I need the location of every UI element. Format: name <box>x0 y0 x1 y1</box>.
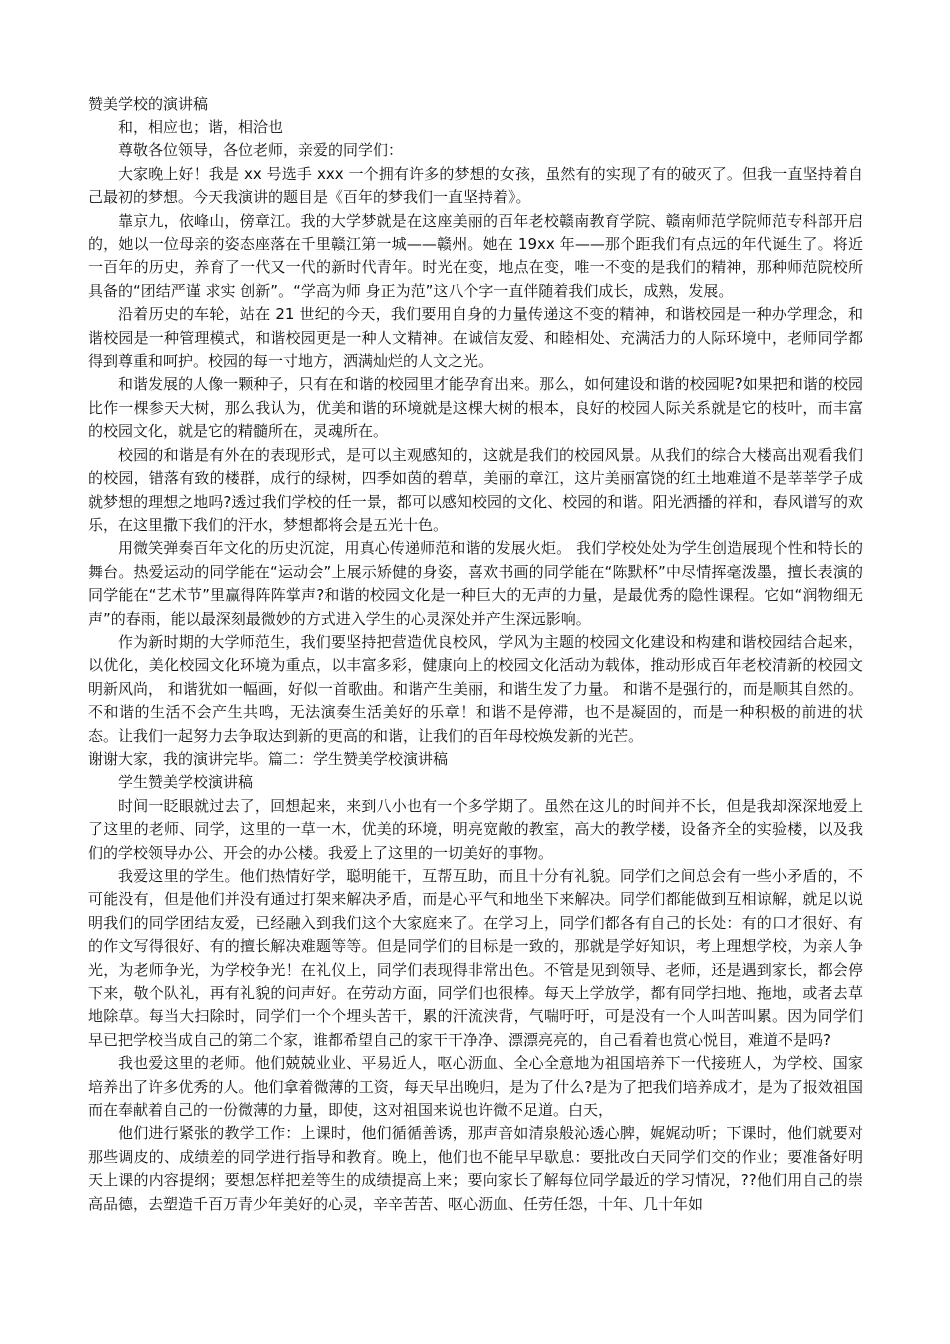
paragraph: 和，相应也；谐，相洽也 <box>118 118 284 136</box>
paragraph: 时间一眨眼就过去了，回想起来，来到八小也有一个多学期了。虽然在这儿的时间并不长，但是我却深深地爱上了这里的老师、同学，这里的一草一木，优美的环境，明亮宽敞的教室，高大的教学楼，设备齐全的实验楼，以及我们的学校领导办公、开会的办公楼。我爱上了这里的一切美好的事物。 <box>88 796 863 862</box>
document-page <box>88 93 863 1216</box>
paragraph: 大家晚上好！我是 xx 号选手 xxx 一个拥有许多的梦想的女孩，虽然有的实现了有的破灭了。但我一直坚持着自己最初的梦想。今天我演讲的题目是《百年的梦我们一直坚持着》。 <box>88 164 863 207</box>
paragraph: 我也爱这里的老师。他们兢兢业业、平易近人，呕心沥血、全心全意地为祖国培养下一代接班人，为学校、国家培养出了许多优秀的人。他们拿着微薄的工资，每天早出晚归，是为了什么?是为了把我们培养成才，是为了报效祖国而在奉献着自己的一份微薄的力量，即使，这对祖国来说也许微不足道。白天， <box>88 1054 863 1120</box>
paragraph: 用微笑弹奏百年文化的历史沉淀，用真心传递师范和谐的发展火炬。 我们学校处处为学生创造展现个性和特长的舞台。热爱运动的同学能在“运动会”上展示矫健的身姿，喜欢书画的同学能在“陈默杯”中尽情挥毫泼墨，擅长表演的同学能在“艺术节”里赢得阵阵掌声?和谐的校园文化是一种巨大的无声的力量，是最优秀的隐性课程。它如“润物细无声”的春雨，能以最深刻最微妙的方式进入学生的心灵深处并产生深远影响。 <box>88 539 863 628</box>
paragraph: 他们进行紧张的教学工作：上课时，他们循循善诱，那声音如清泉般沁透心脾，娓娓动听；下课时，他们就要对那些调皮的、成绩差的同学进行指导和教育。晚上，他们也不能早早歇息：要批改白天同学们交的作业；要准备好明天上课的内容提纲；要想怎样把差等生的成绩提高上来；要向家长了解每位同学最近的学习情况，??他们用自己的崇高品德，去塑造千百万青少年美好的心灵，辛辛苦苦、呕心沥血、任劳任怨，十年、几十年如 <box>88 1124 863 1213</box>
paragraph: 沿着历史的车轮，站在 21 世纪的今天，我们要用自身的力量传递这不变的精神，和谐校园是一种办学理念，和谐校园是一种管理模式，和谐校园更是一种人文精神。在诚信友爱、和睦相处、充满活力的人际环境中，老师同学都得到尊重和呵护。校园的每一寸地方，洒满灿烂的人文之光。 <box>88 305 863 371</box>
section-title: 学生赞美学校演讲稿 <box>118 773 254 792</box>
paragraph: 尊敬各位领导，各位老师，亲爱的同学们： <box>118 141 404 160</box>
paragraph: 校园的和谐是有外在的表现形式，是可以主观感知的，这就是我们的校园风景。从我们的综合大楼高出观看我们的校园，错落有致的楼群，成行的绿树，四季如茵的碧草，美丽的章江，这片美丽富饶的红土地难道不是莘莘学子成就梦想的理想之地吗?透过我们学校的任一景，都可以感知校园的文化、校园的和谐。阳光洒播的祥和，春风谱写的欢乐，在这里撒下我们的汗水，梦想都将会是五光十色。 <box>88 445 863 534</box>
paragraph: 作为新时期的大学师范生，我们要坚持把营造优良校风，学风为主题的校园文化建设和构建和谐校园结合起来，以优化，美化校园文化环境为重点，以丰富多彩，健康向上的校园文化活动为载体，推动形成百年老校清新的校园文明新风尚， 和谐犹如一幅画，好似一首歌曲。和谐产生美丽，和谐生发了力量。 和谐不是强行的，而是顺其自然的。不和谐的生活不会产生共鸣，无法演奏生活美好的乐章！和谐不是停滞，也不是凝固的，而是一种积极的前进的状态。让我们一起努力去争取达到新的更高的和谐，让我们的百年母校焕发新的光芒。 <box>88 632 863 745</box>
closing-line: 谢谢大家，我的演讲完毕。篇二：学生赞美学校演讲稿 <box>88 749 449 768</box>
paragraph: 靠京九，依峰山，傍章江。我的大学梦就是在这座美丽的百年老校赣南教育学院、赣南师范学院师范专科部开启的，她以一位母亲的姿态座落在千里赣江第一城——赣州。她在 19xx 年——那个距我们有点远的年代诞生了。将近一百年的历史，养育了一代又一代的新时代青年。时光在变，地点在变，唯一不变的是我们的精神，那种师范院校所具备的“团结严谨 求实 创新”。“学高为师 身正为范”这八个字一直伴随着我们成长，成熟，发展。 <box>88 211 863 300</box>
document-title: 赞美学校的演讲稿 <box>88 95 209 113</box>
paragraph: 我爱这里的学生。他们热情好学，聪明能干，互帮互助，而且十分有礼貌。同学们之间总会有一些小矛盾的，不可能没有，但是他们并没有通过打架来解决矛盾，而是心平气和地坐下来解决。同学们都能做到互相谅解，就足以说明我们的同学团结友爱，已经融入到我们这个大家庭来了。在学习上，同学们都各有自己的长处：有的口才很好、有的作文写得很好、有的擅长解决难题等等。但是同学们的目标是一致的，那就是学好知识，考上理想学校，为亲人争光，为老师争光，为学校争光！在礼仪上，同学们表现得非常出色。不管是见到领导、老师，还是遇到家长，都会停下来，敬个队礼，再有礼貌的问声好。在劳动方面，同学们也很棒。每天上学放学，都有同学扫地、拖地，或者去草地除草。每当大扫除时，同学们一个个埋头苦干，累的汗流浃背，气喘吁吁，可是没有一个人叫苦叫累。因为同学们早已把学校当成自己的第二个家，谁都希望自己的家干干净净、漂漂亮亮的，自己看着也赏心悦目，难道不是吗? <box>88 867 863 1049</box>
paragraph: 和谐发展的人像一颗种子，只有在和谐的校园里才能孕育出来。那么，如何建设和谐的校园呢?如果把和谐的校园比作一棵参天大树，那么我认为，优美和谐的环境就是这棵大树的根本，良好的校园人际关系就是它的枝叶，而丰富的校园文化，就是它的精髓所在，灵魂所在。 <box>88 375 863 441</box>
